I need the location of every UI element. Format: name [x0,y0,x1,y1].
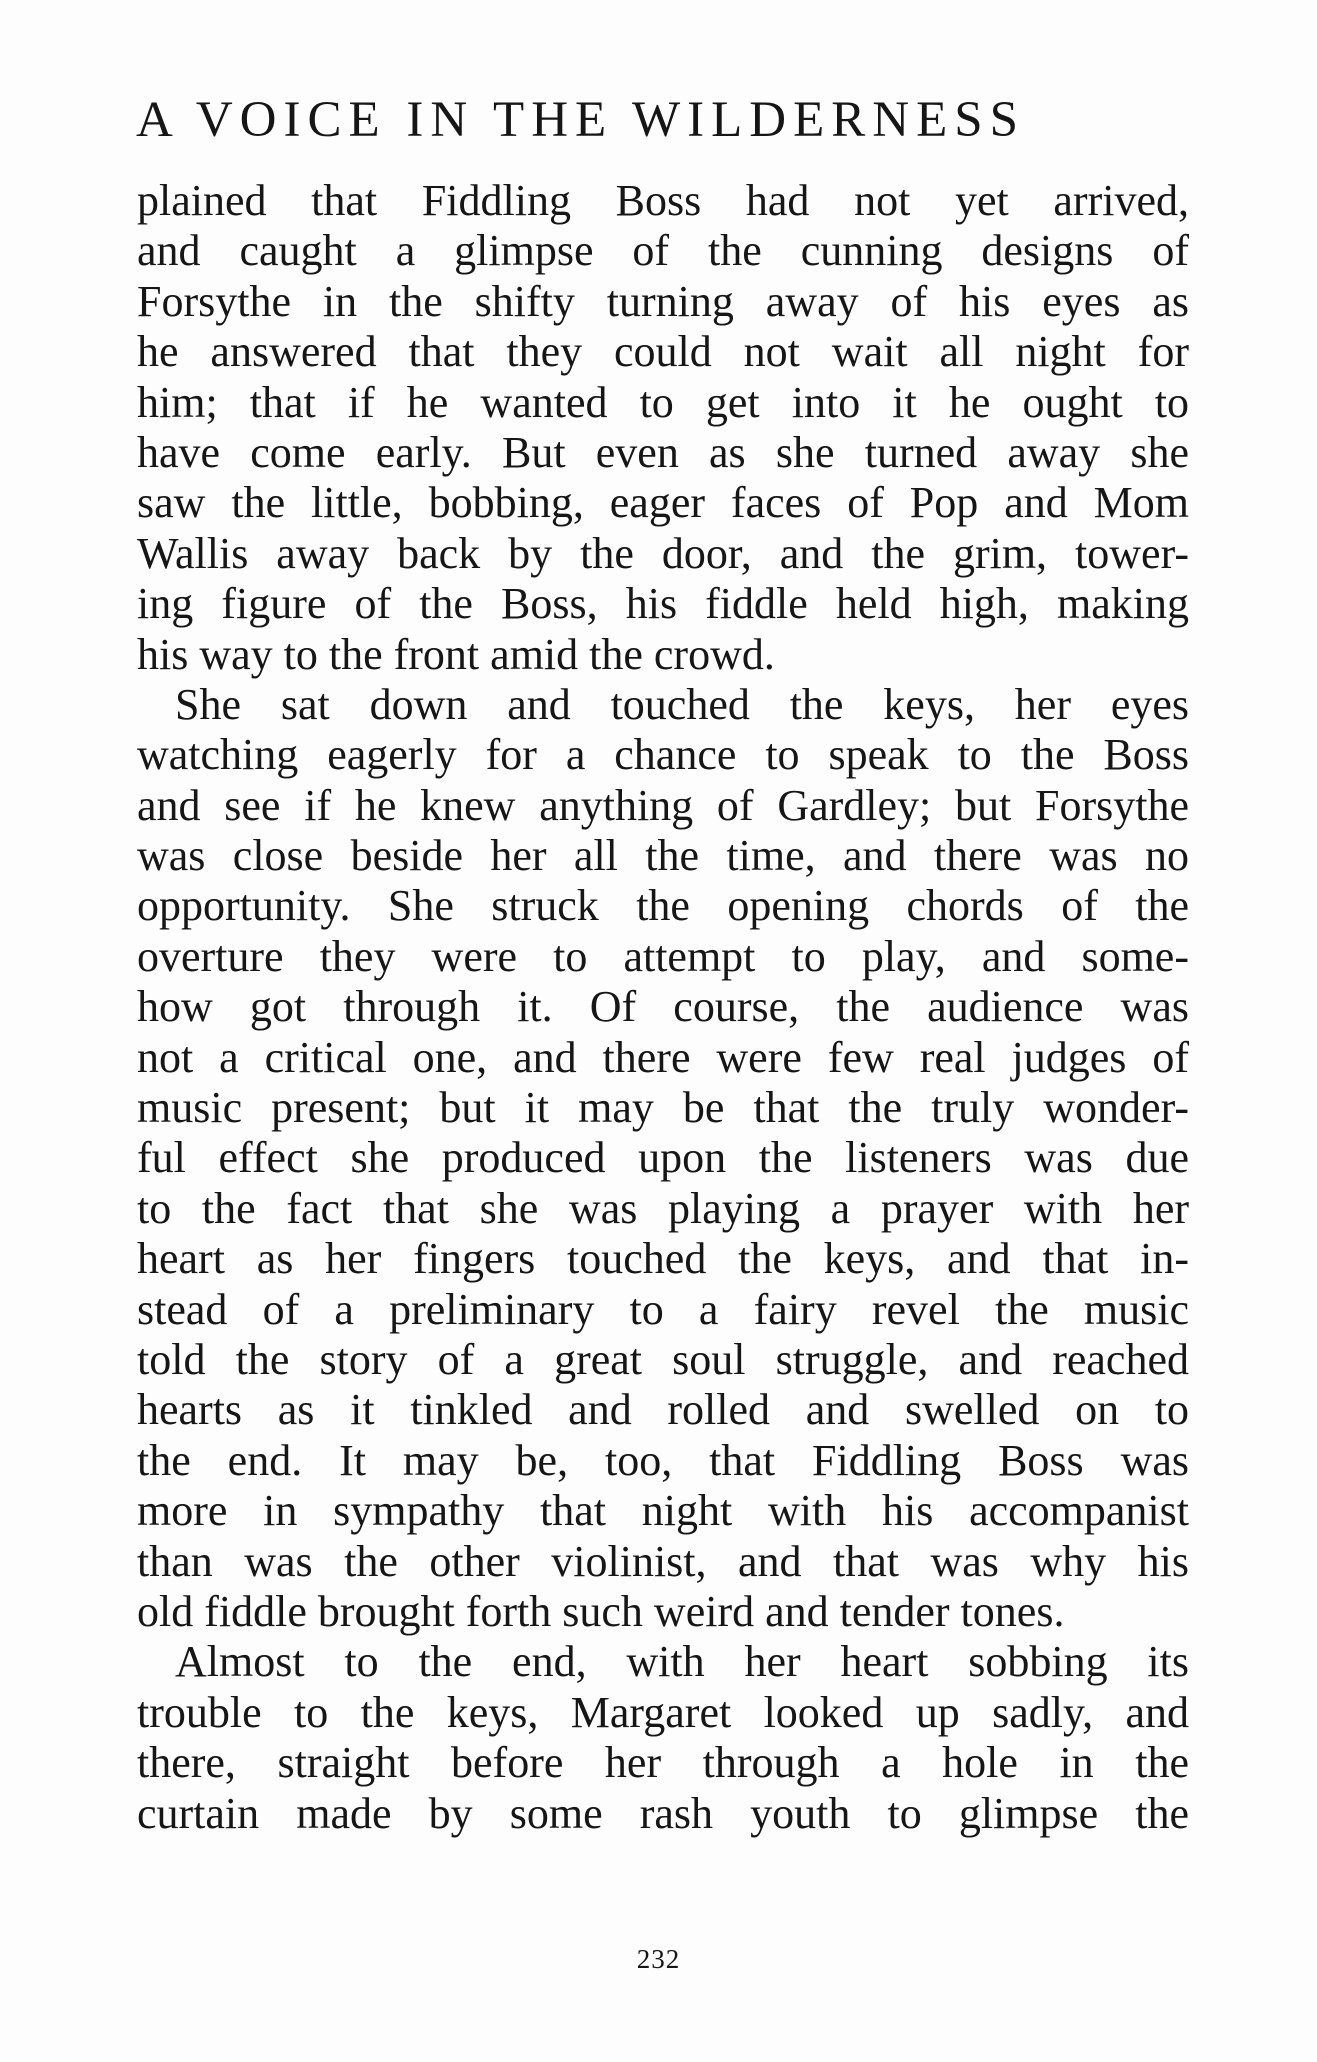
text-line: plained that Fiddling Boss had not yet arrived, [137,176,1189,225]
text-line: ing figure of the Boss, his fiddle held high, making [137,579,1189,629]
text-line: his way to the front amid the crowd. [137,629,775,679]
text-line: Almost to the end, with her heart sobbing its [175,1637,1189,1687]
page-number: 232 [636,1944,681,1974]
text-line: old fiddle brought forth such weird and tender tones. [137,1586,1065,1636]
text-line: overture they were to attempt to play, and some- [137,931,1189,981]
text-line: Forsythe in the shifty turning away of his eyes as [137,276,1189,326]
text-line: music present; but it may be that the truly wonder- [137,1083,1189,1133]
text-line: stead of a preliminary to a fairy revel the music [137,1284,1189,1334]
text-line: and see if he knew anything of Gardley; but Forsythe [137,780,1189,830]
text-line: trouble to the keys, Margaret looked up sadly, and [137,1687,1189,1737]
text-line: he answered that they could not wait all night for [137,327,1189,377]
text-line: not a critical one, and there were few real judges of [137,1032,1189,1082]
text-line: heart as her fingers touched the keys, and that in- [137,1234,1189,1284]
text-line: him; that if he wanted to get into it he ought to [137,377,1189,427]
text-line: than was the other violinist, and that was why his [137,1536,1189,1586]
text-line: and caught a glimpse of the cunning designs of [137,226,1189,276]
text-line: watching eagerly for a chance to speak to the Boss [137,730,1189,780]
text-line: saw the little, bobbing, eager faces of Pop and Mom [137,478,1189,528]
text-line: was close beside her all the time, and there was no [137,831,1189,881]
text-line: there, straight before her through a hole in the [137,1738,1189,1788]
text-line: opportunity. She struck the opening chords of the [137,881,1189,931]
text-line: ful effect she produced upon the listeners was due [137,1133,1189,1183]
text-line: more in sympathy that night with his accompanist [137,1486,1189,1536]
text-line: have come early. But even as she turned away she [137,427,1189,477]
paragraph-3 [137,1637,1189,1839]
text-line: told the story of a great soul struggle, and reached [137,1334,1189,1384]
text-line: the end. It may be, too, that Fiddling Boss was [137,1435,1189,1485]
text-line: Wallis away back by the door, and the grim, tower- [137,528,1189,578]
body-text [137,176,1189,1839]
paragraph-2 [137,680,1189,1637]
running-head: A VOICE IN THE WILDERNESS [136,92,1025,148]
paragraph-1 [137,176,1189,680]
text-line: to the fact that she was playing a prayer with her [137,1183,1189,1233]
text-line: hearts as it tinkled and rolled and swelled on to [137,1385,1189,1435]
text-line: how got through it. Of course, the audience was [137,982,1189,1032]
text-line: curtain made by some rash youth to glimpse the [137,1788,1189,1838]
text-line: She sat down and touched the keys, her eyes [175,679,1189,729]
